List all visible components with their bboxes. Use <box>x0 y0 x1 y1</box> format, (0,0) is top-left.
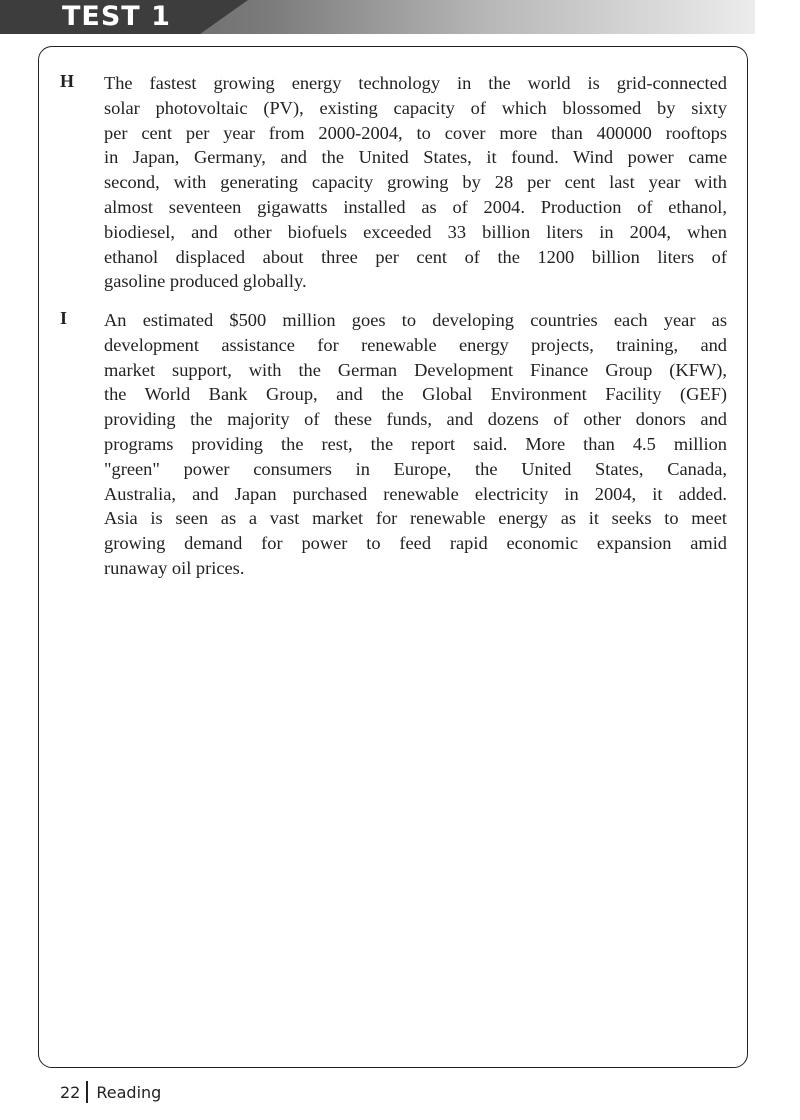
footer-divider <box>86 1081 88 1103</box>
paragraph-line: "green" power consumers in Europe, the United States, Canada, <box>104 458 727 479</box>
page-footer <box>60 1081 161 1103</box>
paragraph-line: market support, with the German Development Finance Group (KFW), <box>104 359 727 380</box>
paragraph-line: Australia, and Japan purchased renewable electricity in 2004, it added. <box>104 483 727 504</box>
paragraph-line: biodiesel, and other biofuels exceeded 33 billion liters in 2004, when <box>104 221 727 242</box>
paragraph-line: second, with generating capacity growing by 28 per cent last year with <box>104 172 727 193</box>
paragraph-line: providing the majority of these funds, and dozens of other donors and <box>104 409 727 430</box>
paragraph-letter-h: H <box>60 71 75 91</box>
paragraph-i <box>104 308 727 581</box>
paragraph-line: per cent per year from 2000-2004, to cover more than 400000 rooftops <box>104 122 727 143</box>
page-number: 22 <box>60 1082 81 1102</box>
paragraph-line: development assistance for renewable energy projects, training, and <box>104 334 727 355</box>
paragraph-line: almost seventeen gigawatts installed as of 2004. Production of ethanol, <box>104 196 727 217</box>
section-label: Reading <box>96 1082 162 1102</box>
paragraph-line: An estimated $500 million goes to developing countries each year as <box>104 310 727 330</box>
paragraph-line: runaway oil prices. <box>104 557 245 578</box>
paragraph-h <box>104 71 727 294</box>
paragraph-line: growing demand for power to feed rapid economic expansion amid <box>104 533 727 554</box>
paragraph-line: Asia is seen as a vast market for renewable energy as it seeks to meet <box>104 508 727 529</box>
page-title: TEST 1 <box>62 1 171 32</box>
paragraph-line: the World Bank Group, and the Global Environment Facility (GEF) <box>104 384 727 405</box>
paragraph-line: in Japan, Germany, and the United States, it found. Wind power came <box>104 147 727 168</box>
paragraph-line: gasoline produced globally. <box>104 271 307 292</box>
paragraph-line: programs providing the rest, the report said. More than 4.5 million <box>104 433 727 454</box>
paragraph-line: ethanol displaced about three per cent of the 1200 billion liters of <box>104 246 727 267</box>
paragraph-line: solar photovoltaic (PV), existing capacity of which blossomed by sixty <box>104 97 727 118</box>
paragraph-letter-i: I <box>60 308 68 328</box>
paragraph-line: The fastest growing energy technology in the world is grid-connected <box>104 73 727 93</box>
